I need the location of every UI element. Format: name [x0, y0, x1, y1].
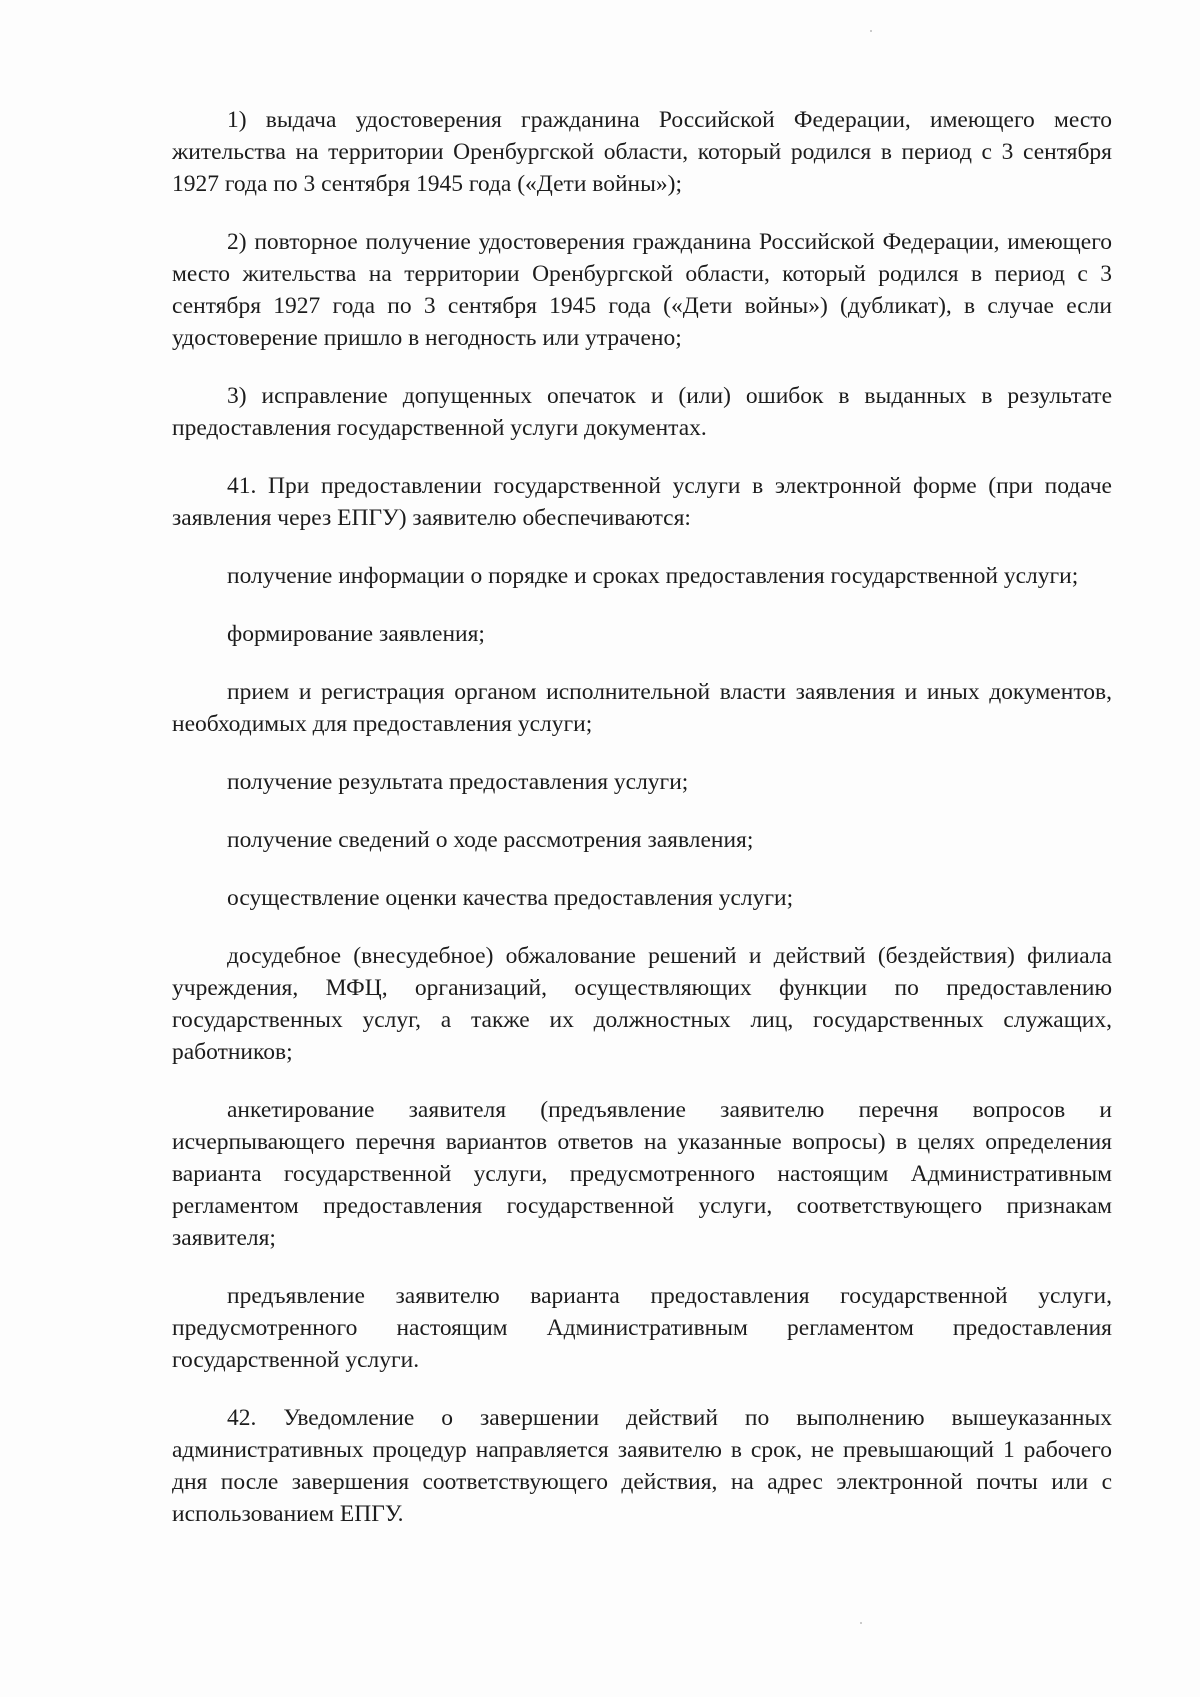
paragraph-item-3: 3) исправление допущенных опечаток и (или) ошибок в выданных в результате предоставления государственной услуги документах. [172, 383, 1112, 441]
paragraph-questionnaire: анкетирование заявителя (предъявление заявителю перечня вопросов и исчерпывающего перечня вариантов ответов на указанные вопросы) в целях определения варианта государственной услуги, предусмотренного настоящим Административным регламентом предоставления государственной услуги, соответствующего признакам заявителя; [172, 1097, 1112, 1251]
paragraph-clause-42: 42. Уведомление о завершении действий по выполнению вышеуказанных административных процедур направляется заявителю в срок, не превышающий 1 рабочего дня после завершения соответствующего действия, на адрес электронной почты или с использованием ЕПГУ. [172, 1405, 1112, 1527]
scan-speck [860, 1622, 862, 1624]
paragraph-item-1: 1) выдача удостоверения гражданина Российской Федерации, имеющего место жительства на территории Оренбургской области, который родился в период с 3 сентября 1927 года по 3 сентября 1945 года («Дети войны»); [172, 107, 1112, 197]
document-body [172, 104, 1112, 1556]
paragraph-clause-41: 41. При предоставлении государственной услуги в электронной форме (при подаче заявления через ЕПГУ) заявителю обеспечиваются: [172, 473, 1112, 531]
paragraph-service-info: получение информации о порядке и сроках предоставления государственной услуги; [227, 563, 1079, 589]
paragraph-quality-assessment: осуществление оценки качества предоставления услуги; [227, 885, 794, 911]
paragraph-status-info: получение сведений о ходе рассмотрения заявления; [227, 827, 754, 853]
paragraph-item-2: 2) повторное получение удостоверения гражданина Российской Федерации, имеющего место жительства на территории Оренбургской области, который родился в период с 3 сентября 1927 года по 3 сентября 1945 года («Дети войны») (дубликат), в случае если удостоверение пришло в негодность или утрачено; [172, 229, 1112, 351]
paragraph-registration: прием и регистрация органом исполнительной власти заявления и иных документов, необходимых для предоставления услуги; [172, 679, 1112, 737]
paragraph-variant: предъявление заявителю варианта предоставления государственной услуги, предусмотренного настоящим Административным регламентом предоставления государственной услуги. [172, 1283, 1112, 1373]
paragraph-form-application: формирование заявления; [227, 621, 485, 647]
scan-speck [870, 30, 872, 32]
paragraph-appeal: досудебное (внесудебное) обжалование решений и действий (бездействия) филиала учреждения, МФЦ, организаций, осуществляющих функции по предоставлению государственных услуг, а также их должностных лиц, государственных служащих, работников; [172, 943, 1112, 1065]
paragraph-result: получение результата предоставления услуги; [227, 769, 689, 795]
